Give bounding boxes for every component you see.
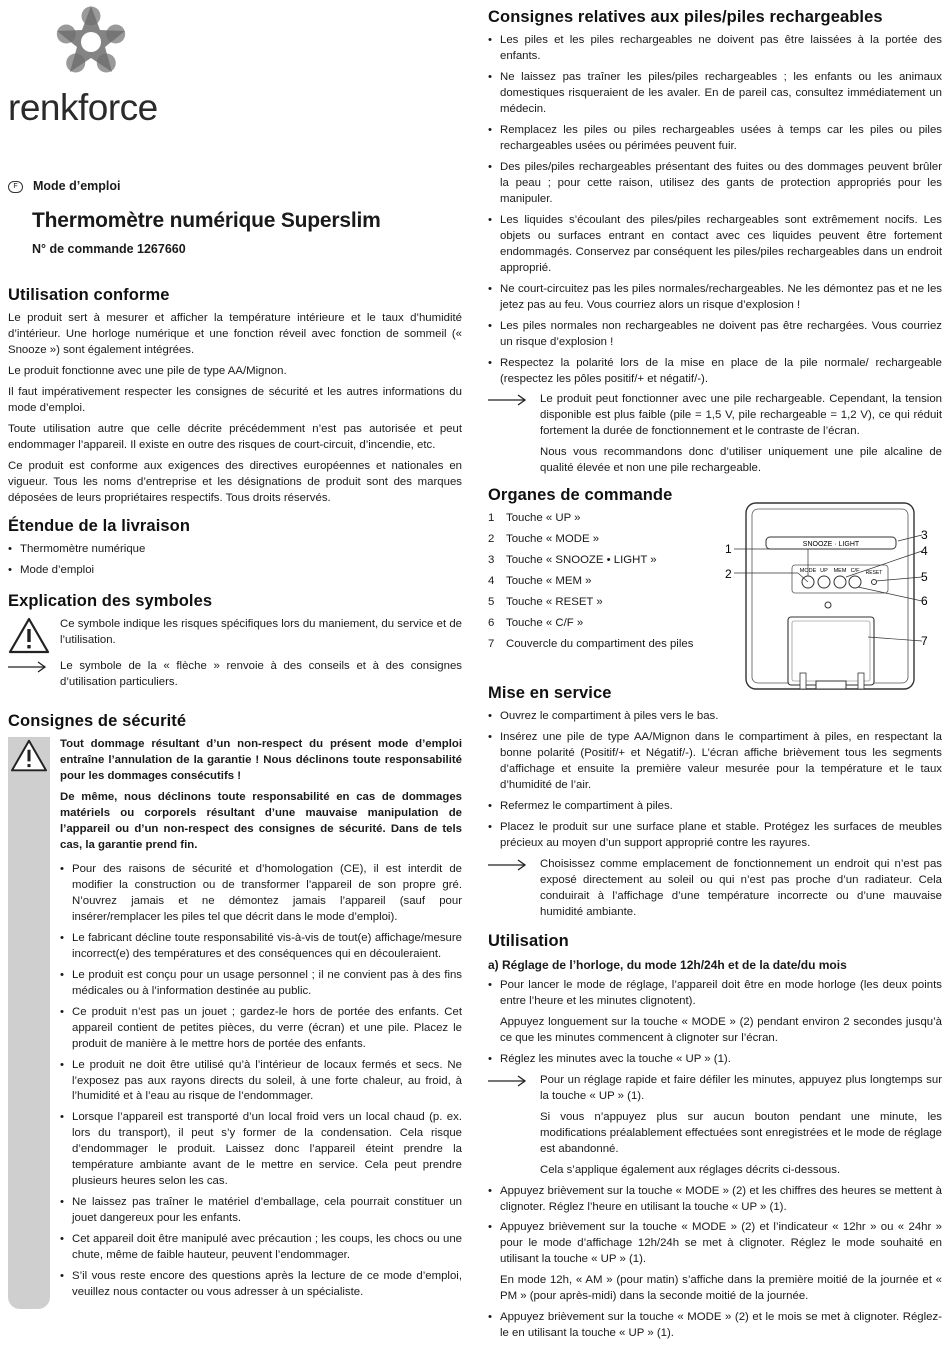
list-item: 6 Touche « C/F » (488, 616, 584, 629)
list-item: • Le produit ne doit être utilisé qu’à l’intérieur de locaux fermés et secs. Ne l’exposez pas aux rayons directs du soleil, à une forte chaleur, au froid, à l’humidité et à l’eau au risque de l’endommager. (60, 1058, 462, 1106)
brand-name: renkforce (8, 87, 158, 128)
heading-piles: Consignes relatives aux piles/piles rechargeables (488, 8, 883, 26)
list-item: • Pour des raisons de sécurité et d’homologation (CE), il est interdit de modifier la construction ou de transformer l’appareil de son propre gré. N’ouvrez jamais et ne démontez jamais l’appareil (sauf pour insérer/remplacer les piles tel que décrit dans le mode d’emploi). (60, 862, 462, 926)
list-item: • Remplacez les piles ou piles rechargeables usées à temps car les piles ou piles rechargeables usées ou périmées peuvent fuir. (488, 123, 942, 155)
note-emplacement (488, 857, 942, 921)
list-item: • S’il vous reste encore des questions après la lecture de ce mode d’emploi, veuillez nous contacter ou vous adresser à un spécialiste. (60, 1269, 462, 1301)
arrow-symbol-text: Le symbole de la « flèche » renvoie à des conseils et à des consignes d’utilisation particuliers. (60, 660, 462, 688)
arrow-right-icon (488, 858, 528, 872)
callout-1: 1 (725, 542, 732, 557)
arrow-right-icon (488, 1074, 528, 1088)
list-item: • Le fabricant décline toute responsabilité vis-à-vis de tout(e) affichage/mesure incorrect(e) des températures et des conséquences qui en découleraient. (60, 931, 462, 963)
list-item: • Cet appareil doit être manipulé avec précaution ; les coups, les chocs ou une chute, même de faible hauteur, peuvent l’endommager. (60, 1232, 462, 1264)
mode-button-label: MODE (799, 568, 817, 575)
section-mise-en-service (488, 682, 942, 926)
callout-2: 2 (725, 567, 732, 582)
list-item: 2 Touche « MODE » (488, 533, 600, 546)
reset-button-label: RESET (865, 570, 883, 577)
note-text: Cela s’applique également aux réglages décrits ci-dessous. (540, 1163, 841, 1176)
heading-organes: Organes de commande (488, 486, 673, 504)
thermometer-back-diagram (708, 501, 930, 701)
note-text: Pour un réglage rapide et faire défiler les minutes, appuyez plus longtemps sur la touche « UP » (1). (540, 1073, 942, 1102)
list-item: • Mode d’emploi (8, 563, 462, 579)
language-line (8, 178, 462, 196)
list-item: • Les piles normales non rechargeables ne doivent pas être rechargées. Vous courriez un risque d’explosion ! (488, 319, 942, 351)
list-item: • Appuyez brièvement sur la touche « MODE » (2) et le mois se met à clignoter. Réglez-le en utilisant la touche « UP » (1). (488, 1310, 942, 1342)
paragraph: Le produit fonctionne avec une pile de type AA/Mignon. (8, 365, 287, 377)
callout-5: 5 (921, 570, 928, 585)
brand-logo (8, 0, 462, 170)
list-item: • Thermomètre numérique (8, 542, 462, 558)
list-item: 5 Touche « RESET » (488, 595, 603, 608)
list-item: • Les liquides s’écoulant des piles/piles rechargeables sont extrêmement nocifs. Les objets ou surfaces entrant en contact avec ces liquides peuvent être fortement endommagés. Conservez par conséquent les piles/piles rechargeables dans un endroit approprié. (488, 213, 942, 277)
document-header (8, 178, 462, 258)
list-item: • Placez le produit sur une surface plane et stable. Protégez les surfaces de meubles précieux au moyen d’un support approprié contre les rayures. (488, 820, 942, 852)
list-item: • Des piles/piles rechargeables présentant des fuites ou des dommages peuvent brûler la peau ; pour cette raison, utilisez des gants de protection appropriés pour les manipuler. (488, 160, 942, 208)
arrow-right-icon (8, 660, 48, 674)
heading-livraison: Étendue de la livraison (8, 517, 191, 535)
mode-label: Mode d’emploi (33, 179, 121, 193)
list-item: • Refermez le compartiment à piles. (488, 799, 942, 815)
list-item: • Appuyez brièvement sur la touche « MODE » (2) et les chiffres des heures se mettent à clignoter. Réglez l’heure en utilisant la touche « UP » (1). (488, 1184, 942, 1216)
section-livraison (8, 515, 462, 584)
heading-symboles: Explication des symboles (8, 592, 213, 610)
section-utilisation-conforme (8, 284, 462, 512)
callout-7: 7 (921, 634, 928, 649)
arrow-symbol-row (8, 659, 462, 691)
list-item: • Ne laissez pas traîner le matériel d’emballage, cela pourrait constituer un jouet dangereux pour les enfants. (60, 1195, 462, 1227)
paragraph: Il faut impérativement respecter les consignes de sécurité et les autres informations du mode d’emploi. (8, 385, 462, 414)
arrow-right-icon (488, 393, 528, 407)
warning-triangle-icon (8, 617, 50, 655)
callout-3: 3 (921, 528, 928, 543)
document-title: Thermomètre numérique Superslim (32, 208, 381, 232)
note-rechargeable (488, 392, 942, 477)
paragraph: Toute utilisation autre que celle décrite précédemment n’est pas autorisée et peut endommager l’appareil. Il existe en outre des risques de court-circuit, d’incendie, etc. (8, 422, 462, 451)
section-piles (488, 6, 942, 477)
heading-securite: Consignes de sécurité (8, 712, 187, 730)
list-item: • Lorsque l’appareil est transporté d’un local froid vers un local chaud (p. ex. lors du transport), il peut s’y former de la condensation. Cela risque d’endommager le produit. Laissez donc l’appareil éteint prendre la température ambiante avant de le mettre en service. Cela peut prendre plusieurs heures selon les cas. (60, 1110, 462, 1190)
list-item: • Appuyez brièvement sur la touche « MODE » (2) et l’indicateur « 12hr » ou « 24hr » pour le mode d’affichage 12h/24h se met à clignoter. Réglez le mode souhaité en utilisant la touche « UP » (1). En mode 12h, « AM » (pour matin) s’affiche dans la première moitié de la journée et « PM » (pour après-midi) dans la seconde moitié de la journée. (488, 1220, 942, 1305)
mem-button-label: MEM (833, 568, 847, 575)
warning-symbol-row (8, 617, 462, 649)
list-item: 4 Touche « MEM » (488, 575, 592, 587)
paragraph: Le produit sert à mesurer et afficher la température intérieure et le taux d’humidité d’intérieur. Une horloge numérique et une fonction réveil avec fonction de sommeil (« Snooze ») sont également intégrées. (8, 312, 462, 357)
list-item: • Ne laissez pas traîner les piles/piles rechargeables ; les enfants ou les animaux domestiques risqueraient de les avaler. En de pareil cas, consultez immédiatement un médecin. (488, 70, 942, 118)
note-text: Nous vous recommandons donc d’utiliser uniquement une pile alcaline de qualité élevée et non une pile rechargeable. (540, 446, 942, 475)
list-item: 1 Touche « UP » (488, 512, 581, 525)
safety-liability-text: De même, nous déclinons toute responsabilité en cas de dommages matériels ou corporels résultant d’une mauvaise manipulation de l’appareil ou d’un non-respect des consignes de sécurité. Dans de tels cas, la garantie prend fin. (60, 791, 462, 851)
callout-4: 4 (921, 544, 928, 559)
safety-sidebar (8, 737, 50, 1309)
list-item: • Ouvrez le compartiment à piles vers le bas. (488, 709, 942, 725)
note-reglage (488, 1073, 942, 1179)
list-item: • Le produit est conçu pour un usage personnel ; il ne convient pas à des fins médicales ou à l’information destinée au public. (60, 968, 462, 1000)
note-text: Si vous n’appuyez plus sur aucun bouton pendant une minute, les modifications préalablement effectuées sont enregistrées et le mode de réglage est abandonné. (540, 1110, 942, 1155)
safety-warranty-text: Tout dommage résultant d’un non-respect du présent mode d’emploi entraîne l’annulation de la garantie ! Nous déclinons toute responsabilité pour les dommages consécutifs ! (60, 738, 462, 783)
section-organes (488, 484, 942, 711)
section-securite (8, 710, 462, 1306)
snooze-light-label: SNOOZE · LIGHT (802, 541, 860, 549)
list-item: • Ce produit n’est pas un jouet ; gardez-le hors de portée des enfants. Cet appareil contient de petites pièces, du verre (écran) et une pile. Placez le produit de manière à le mettre hors de portée des enfants. (60, 1005, 462, 1053)
order-number: N° de commande 1267660 (32, 241, 186, 256)
callout-6: 6 (921, 594, 928, 609)
list-item: • Pour lancer le mode de réglage, l’appareil doit être en mode horloge (les deux points entre l’heure et les minutes clignotent). Appuyez longuement sur la touche « MODE » (2) pendant environ 2 secondes jusqu’à ce que les minutes commencent à clignoter sur l’écran. (488, 978, 942, 1047)
list-item: 7 Couvercle du compartiment des piles (488, 637, 694, 650)
heading-mise-en-service: Mise en service (488, 684, 612, 702)
heading-utilisation-conforme: Utilisation conforme (8, 286, 170, 304)
list-item: • Ne court-circuitez pas les piles normales/rechargeables. Ne les démontez pas et ne les jetez pas au feu. Vous courriez alors un risque d’explosion ! (488, 282, 942, 314)
list-item: • Respectez la polarité lors de la mise en place de la pile normale/ rechargeable (respectez les pôles positif/+ et négatif/-). (488, 356, 942, 388)
list-item: • Les piles et les piles rechargeables ne doivent pas être laissées à la portée des enfants. (488, 33, 942, 65)
heading-utilisation: Utilisation (488, 932, 569, 950)
note-text: Le produit peut fonctionner avec une pile rechargeable. Cependant, la tension disponible est plus faible (pile = 1,5 V, pile rechargeable = 1,2 V), ce qui réduit fortement la durée de fonctionnement et le contraste de l’écran. (540, 393, 942, 438)
note-text: Choisissez comme emplacement de fonctionnement un endroit qui n’est pas exposé directement au soleil ou qui n’est pas proche d’un radiateur. Cela conduirait à l’affichage d’une température incorrecte ou d’une mauvaise humidité ambiante. (540, 857, 942, 918)
warning-symbol-text: Ce symbole indique les risques spécifiques lors du maniement, du service et de l’utilisation. (60, 618, 462, 647)
subheading-reglage: a) Réglage de l’horloge, du mode 12h/24h et de la date/du mois (488, 958, 847, 973)
cf-button-label: C/F (850, 568, 860, 575)
up-button-label: UP (820, 568, 828, 575)
language-badge: F (8, 181, 23, 193)
warning-triangle-icon (10, 739, 48, 773)
list-item: • Réglez les minutes avec la touche « UP » (1). (488, 1052, 942, 1068)
section-utilisation (488, 930, 942, 1347)
paragraph: Ce produit est conforme aux exigences des directives européennes et nationales en vigueur. Tous les noms d’entreprise et les désignations de produit sont des marques déposées de leurs propriétaires respectifs. Tous droits réservés. (8, 459, 462, 504)
right-column (488, 6, 942, 1340)
list-item: • Insérez une pile de type AA/Mignon dans le compartiment à piles, en respectant la bonne polarité (Positif/+ et Négatif/-). L’écran affiche brièvement tous les segments d’affichage et ensuite la première valeur mesurée pour la température et le taux d’humidité de l’air. (488, 730, 942, 794)
section-symboles (8, 590, 462, 696)
list-item: 3 Touche « SNOOZE • LIGHT » (488, 554, 657, 567)
